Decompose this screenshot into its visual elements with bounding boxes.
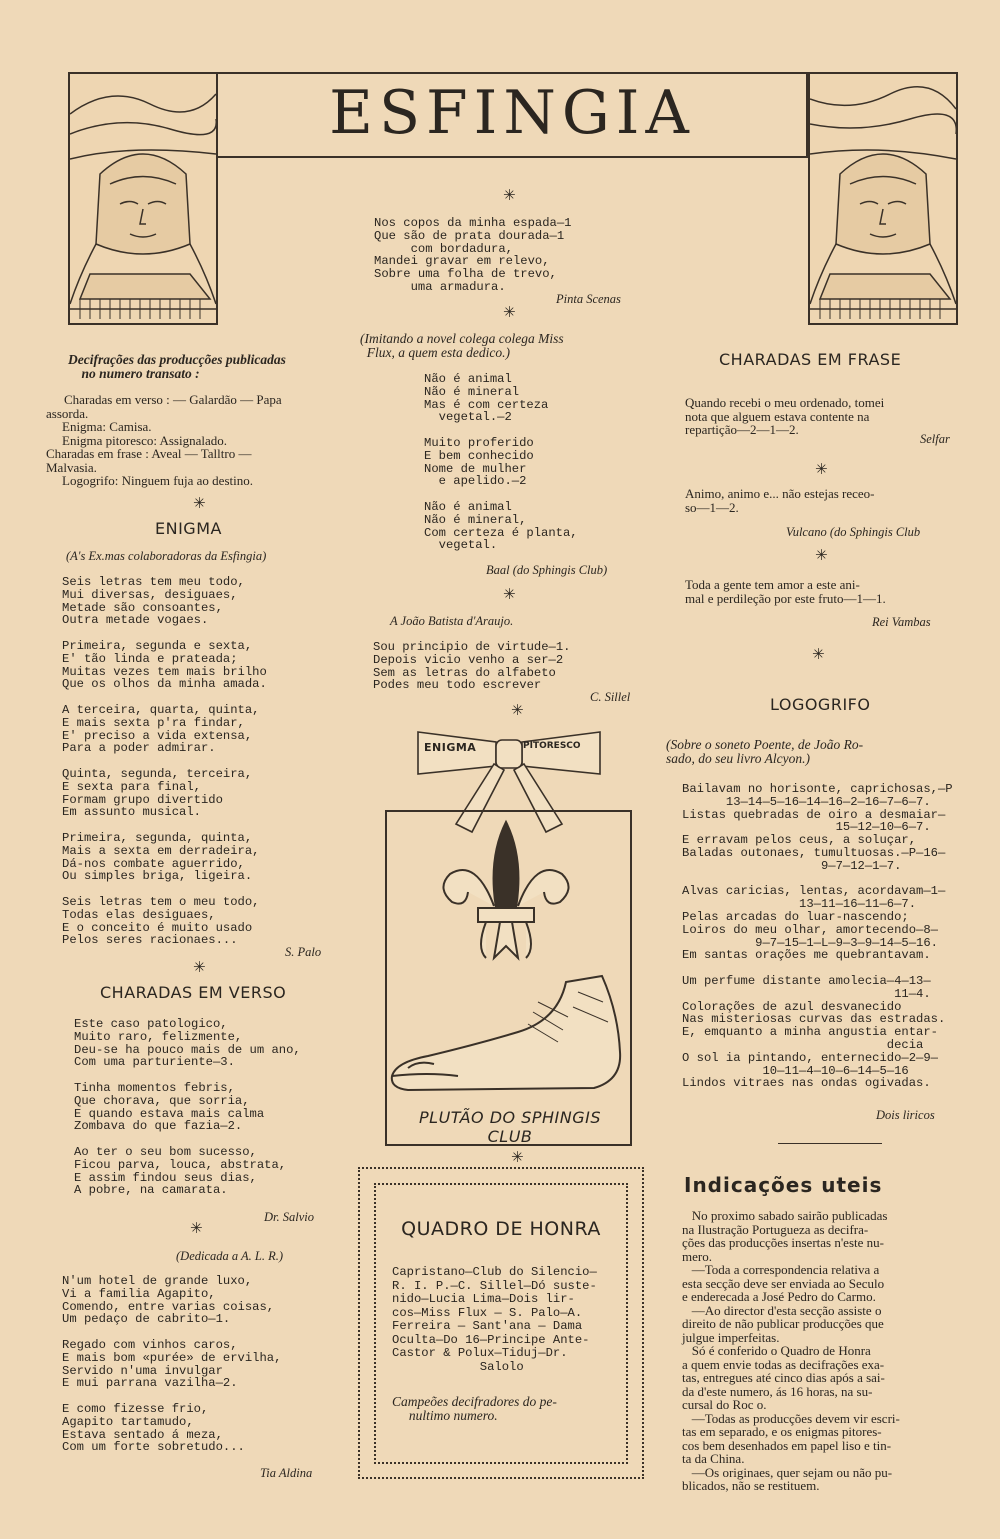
divider — [778, 1143, 882, 1144]
author-pinta-scenas: Pinta Scenas — [556, 292, 621, 306]
separator-star: ✳ — [511, 701, 524, 719]
poem-vegetal: Não é animal Não é mineral Mas é com certeza vegetal.—2 Muito proferido E bem conhecido Nome de mulher e apelido.—2 Não é animal Não é mineral, Com certeza é planta, vegetal. — [424, 372, 578, 553]
charadas-frase-heading: CHARADAS EM FRASE — [719, 350, 902, 369]
ribbon-label-right: PITORESCO — [523, 741, 581, 751]
enigma-dedication: (A's Ex.mas colaboradoras da Esfingia) — [66, 549, 267, 563]
fleur-de-lis — [436, 818, 576, 968]
honra-title: QUADRO DE HONRA — [401, 1218, 601, 1240]
decif-line: Enigma: Camisa. — [62, 419, 152, 434]
separator-star: ✳ — [812, 645, 825, 663]
decif-line: Charadas em verso : — Galardão — Papa — [64, 392, 282, 407]
separator-star: ✳ — [193, 494, 206, 512]
honra-list: Capristano—Club do Silencio— R. I. P.—C. Sillel—Dó suste- nido—Lucia Lima—Dois lir- cos—Miss Flux — S. Palo—A. Ferreira — Sant'ana — Dama Oculta—Do 16—Principe Ante- Castor & Polux—Tiduj—Dr. Salolo — [392, 1265, 597, 1374]
separator-star: ✳ — [511, 1148, 524, 1166]
agapito-poem: N'um hotel de grande luxo, Vi a familia Agapito, Comendo, entre varias coisas, Um pedaço de cabrito—1. Regado com vinhos caros, E mais bom «purée» de ervilha, Servido n'uma invulgar E mui parrana vazilha—2. E como fizesse frio, Agapito tartamudo, Estava sentado á meza, Com um forte sobretudo... — [62, 1274, 282, 1455]
separator-star: ✳ — [503, 303, 516, 321]
enigma-poem: Seis letras tem meu todo, Mui diversas, desiguaes, Metade são consoantes, Outra metade vogaes. Primeira, segunda e sexta, E' tão linda e prateada; Muitas vezes tem mais brilho Que os olhos da minha amada. A terceira, quarta, quinta, E mais sexta p'ra findar, E' preciso a vida extensa, Para a poder admirar. Quinta, segunda, terceira, E sexta para final, Formam grupo divertido Em assunto musical. Primeira, segunda, quinta, Mais a sexta em derradeira, Dá-nos combate aguerrido, Ou simples briga, ligeira. Seis letras tem o meu todo, Todas elas desiguaes, E o conceito é muito usado Pelos seres racionaes... — [62, 575, 267, 948]
frase-2: Animo, animo e... não estejas receo- so—1—2. — [685, 486, 875, 515]
decif-line: Logogrifo: Ninguem fuja ao destino. — [62, 473, 253, 488]
decif-list — [46, 393, 356, 488]
indicacoes-uteis-text: No proximo sabado sairão publicadas na Ilustração Portugueza as decifra- ções das producções insertas n'este nu- mero. —Toda a correspondencia relativa a esta secção deve ser enviada ao Seculo e enderecada a José Pedro do Carmo. —Ao director d'esta secção assiste o direito de não publicar producções que julgue imperfeitas. Só é conferido o Quadro de Honra a quem envie todas as decifrações exa- tas, entregues até cinco dias após a sai- da d'este numero, ás 16 horas, na su- cursal do Roc o. —Todas as producções devem vir escri- tas em separado, e os enigmas pitores- cos bem desenhados em papel liso e tin- ta da China. —Os originaes, quer sejam ou não pu- blicados, não se restituem. — [682, 1208, 900, 1493]
separator-star: ✳ — [193, 958, 206, 976]
sphinx-left-panel — [68, 72, 218, 325]
logogrifo-heading: LOGOGRIFO — [770, 695, 871, 714]
author-dr-salvio: Dr. Salvio — [264, 1210, 314, 1224]
author-selfar: Selfar — [920, 432, 950, 446]
foot-icon — [388, 972, 628, 1097]
author-c-sillel: C. Sillel — [590, 690, 631, 704]
separator-star: ✳ — [503, 585, 516, 603]
charadas-verso-poem: Este caso patologico, Muito raro, felizmente, Deu-se ha pouco mais de um ano, Com uma parturiente—3. Tinha momentos febris, Que chorava, que sorria, E quando estava mais calma Zombava do que fazia—2. Ao ter o seu bom sucesso, Ficou parva, louca, abstrata, E assim findou seus dias, A pobre, na camarata. — [74, 1017, 301, 1198]
fleur-de-lis-icon — [436, 818, 576, 968]
charadas-verso-heading: CHARADAS EM VERSO — [100, 983, 287, 1002]
author-vulcano: Vulcano (do Sphingis Club — [786, 525, 921, 539]
enigma-heading: ENIGMA — [155, 519, 222, 538]
foot-illustration — [388, 972, 628, 1097]
poem-espada: Nos copos da minha espada—1 Que são de prata dourada—1 com bordadura, Mandei gravar em relevo, Sobre uma folha de trevo, uma armadura. — [374, 216, 572, 294]
separator-star: ✳ — [503, 186, 516, 204]
author-dois-liricos: Dois liricos — [876, 1108, 935, 1122]
page-title: ESFINGIA — [329, 78, 695, 148]
decif-title: Decifrações das producções publicadas no numero transato : — [68, 352, 286, 381]
decif-line: Malvasia. — [46, 459, 97, 475]
decif-line: assorda. — [46, 405, 89, 421]
author-baal: Baal (do Sphingis Club) — [486, 563, 608, 577]
indicacoes-uteis-heading: Indicações uteis — [684, 1173, 883, 1197]
decif-line: Charadas em frase : Aveal — Talltro — — [46, 446, 252, 461]
separator-star: ✳ — [190, 1219, 203, 1237]
sphinx-left-icon — [70, 74, 216, 323]
frase-3: Toda a gente tem amor a este ani- mal e perdileção por este fruto—1—1. — [685, 577, 886, 606]
dedication-joao-batista: A João Batista d'Araujo. — [390, 614, 514, 628]
author-tia-aldina: Tia Aldina — [260, 1466, 313, 1480]
logogrifo-intro: (Sobre o soneto Poente, de João Ro- sado, do seu livro Alcyon.) — [666, 737, 864, 766]
author-rei-vambas: Rei Vambas — [872, 615, 931, 629]
author-s-palo: S. Palo — [285, 945, 322, 959]
separator-star: ✳ — [815, 460, 828, 478]
dedication-miss-flux: (Imitando a novel colega colega Miss Flux, a quem esta dedico.) — [360, 331, 564, 360]
plate-caption: PLUTÃO DO SPHINGIS CLUB — [419, 1108, 601, 1146]
separator-star: ✳ — [815, 546, 828, 564]
logogrifo-poem: Bailavam no horisonte, caprichosas,—P 13—14—5—16—14—16—2—16—7—6—7. Listas quebradas de oiro a desmaiar— 15—12—10—6—7. E erravam pelos ceus, a soluçar, Baladas outonaes, tumultuosas.—P—16— 9—7—12—1—7. Alvas caricias, lentas, acordavam—1— 13—11—16—11—6—7. Pelas arcadas do luar-nascendo; Loiros do meu olhar, amortecendo—8— 9—7—15—1—L—9—3—9—14—5—16. Em santas orações me quebrantavam. Um perfume distante amolecia—4—13— 11—4. Colorações de azul desvanecido Nas misteriosas curvas das estradas. E, emquanto a minha angustia entar- decia O sol ia pintando, enternecido—2—9— 10—11—4—10—6—14—5—16 Lindos vitraes nas ondas ogivadas. — [682, 782, 953, 1091]
decif-line: Enigma pitoresco: Assignalado. — [62, 432, 228, 448]
frase-1: Quando recebi o meu ordenado, tomei nota que alguem estava contente na repartição—2—1—2. — [685, 395, 885, 437]
honra-footer: Campeões decifradores do pe- nultimo numero. — [392, 1394, 557, 1423]
poem-virtude: Sou principio de virtude—1. Depois vicio venho a ser—2 Sem as letras do alfabeto Podes meu todo escrever — [373, 640, 571, 693]
sphinx-right-panel — [808, 72, 958, 325]
dedication-alr: (Dedicada a A. L. R.) — [176, 1249, 284, 1263]
sphinx-right-icon — [810, 74, 956, 323]
ribbon-label-left: ENIGMA — [424, 741, 477, 754]
